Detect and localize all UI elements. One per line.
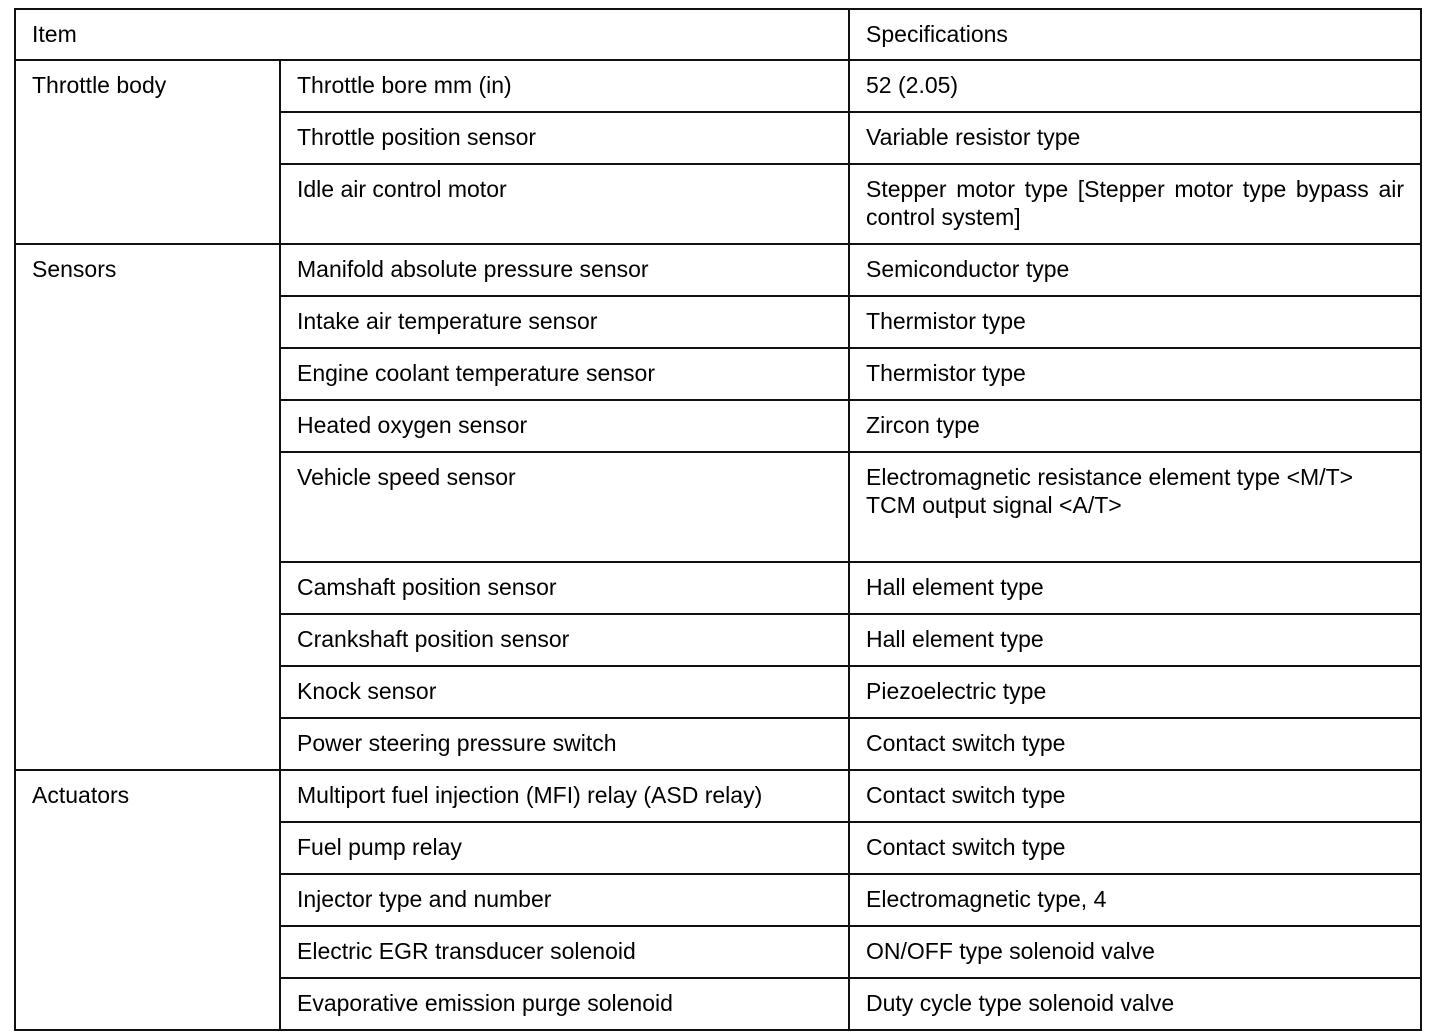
spec-cell: Duty cycle type solenoid valve (849, 978, 1421, 1030)
spec-line-1: Electromagnetic resistance element type <M/T> (866, 464, 1354, 490)
table-header-row (15, 9, 1421, 60)
spec-cell: Semiconductor type (849, 244, 1421, 296)
group-sensors: Sensors (15, 244, 280, 770)
header-item: Item (15, 9, 849, 60)
item-cell: Throttle position sensor (280, 112, 849, 164)
specifications-table (14, 8, 1422, 1031)
item-cell: Crankshaft position sensor (280, 614, 849, 666)
item-cell: Vehicle speed sensor (280, 452, 849, 562)
spec-cell: ON/OFF type solenoid valve (849, 926, 1421, 978)
group-actuators: Actuators (15, 770, 280, 1030)
group-throttle-body: Throttle body (15, 60, 280, 244)
spec-cell: Hall element type (849, 614, 1421, 666)
spec-cell: Electromagnetic type, 4 (849, 874, 1421, 926)
spec-cell: Piezoelectric type (849, 666, 1421, 718)
item-cell: Multiport fuel injection (MFI) relay (ASD relay) (280, 770, 849, 822)
spec-cell: Thermistor type (849, 348, 1421, 400)
item-cell: Power steering pressure switch (280, 718, 849, 770)
table-row (15, 244, 1421, 296)
spec-cell: Contact switch type (849, 718, 1421, 770)
item-cell: Manifold absolute pressure sensor (280, 244, 849, 296)
item-cell: Heated oxygen sensor (280, 400, 849, 452)
item-cell: Injector type and number (280, 874, 849, 926)
spec-cell: Contact switch type (849, 822, 1421, 874)
item-cell: Engine coolant temperature sensor (280, 348, 849, 400)
spec-cell: Stepper motor type [Stepper motor type bypass air control system] (849, 164, 1421, 244)
table-row (15, 770, 1421, 822)
item-cell: Evaporative emission purge solenoid (280, 978, 849, 1030)
item-cell: Fuel pump relay (280, 822, 849, 874)
spec-cell: Contact switch type (849, 770, 1421, 822)
spec-line-2: TCM output signal <A/T> (866, 492, 1122, 518)
item-cell: Camshaft position sensor (280, 562, 849, 614)
spec-cell: Thermistor type (849, 296, 1421, 348)
item-cell: Throttle bore mm (in) (280, 60, 849, 112)
item-cell: Electric EGR transducer solenoid (280, 926, 849, 978)
header-specifications: Specifications (849, 9, 1421, 60)
spec-cell: Zircon type (849, 400, 1421, 452)
item-cell: Knock sensor (280, 666, 849, 718)
item-cell: Idle air control motor (280, 164, 849, 244)
spec-cell-multiline (849, 452, 1421, 562)
spec-cell: Variable resistor type (849, 112, 1421, 164)
spec-cell: 52 (2.05) (849, 60, 1421, 112)
table-row (15, 60, 1421, 112)
spec-cell: Hall element type (849, 562, 1421, 614)
item-cell: Intake air temperature sensor (280, 296, 849, 348)
